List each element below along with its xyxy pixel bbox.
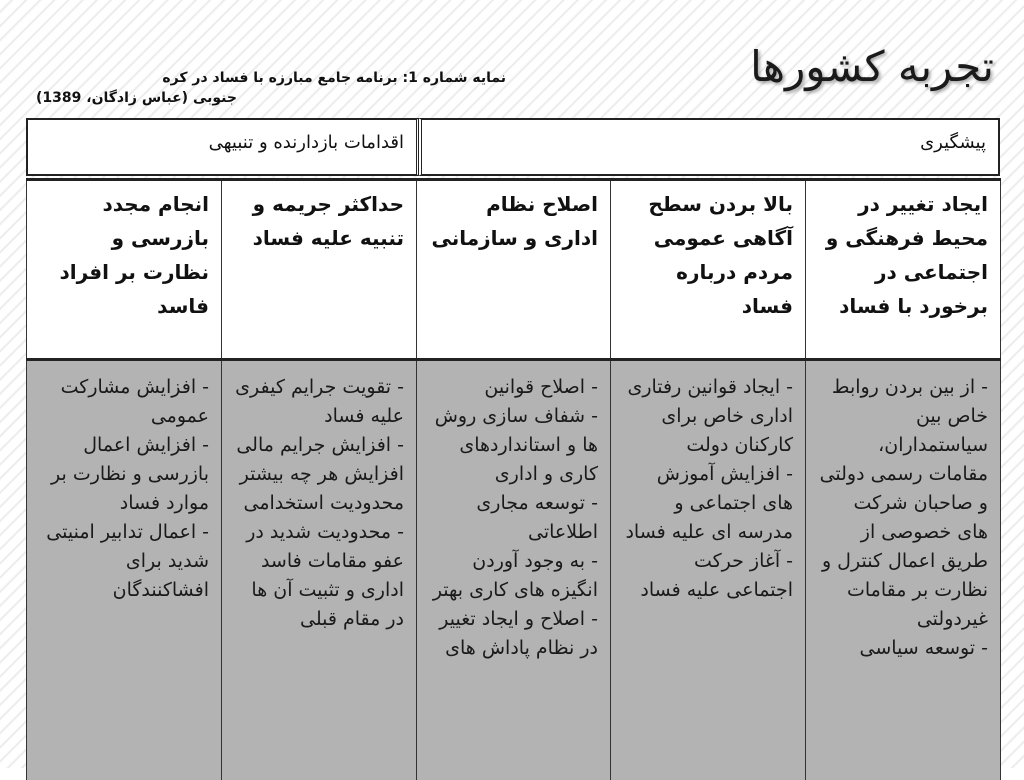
column-heading: حداکثر جریمه و تنبیه علیه فساد (222, 180, 417, 360)
caption-line-2: جنوبی (عباس زادگان، 1389) (36, 90, 237, 106)
figure-caption (36, 68, 506, 108)
category-deterrent: اقدامات بازدارنده و تنبیهی (26, 118, 420, 176)
column-content-row (27, 360, 1001, 780)
column-content: - ایجاد قوانین رفتاری اداری خاص برای کارکنان دولت - افزایش آموزش های اجتماعی و مدرسه ای علیه فساد - آغاز حرکت اجتماعی علیه فساد (611, 360, 806, 780)
column-content: - تقویت جرایم کیفری علیه فساد - افزایش جرایم مالی افزایش هر چه بیشتر محدودیت استخدامی - محدودیت شدید در عفو مقامات فاسد اداری و تثبیت آن ها در مقام قبلی (222, 360, 417, 780)
column-headings-row (27, 180, 1001, 360)
column-heading: ایجاد تغییر در محیط فرهنگی و اجتماعی در برخورد با فساد (806, 180, 1001, 360)
column-content: - اصلاح قوانین - شفاف سازی روش ها و استانداردهای کاری و اداری - توسعه مجاری اطلاعاتی - به وجود آوردن انگیزه های کاری بهتر - اصلاح و ایجاد تغییر در نظام پاداش های (417, 360, 611, 780)
column-heading: اصلاح نظام اداری و سازمانی (417, 180, 611, 360)
measures-table (26, 178, 1001, 780)
category-prevention: پیشگیری (418, 118, 1000, 176)
category-header-row (26, 118, 1000, 176)
column-heading: انجام مجدد بازرسی و نظارت بر افراد فاسد (27, 180, 222, 360)
column-heading: بالا بردن سطح آگاهی عمومی مردم درباره فساد (611, 180, 806, 360)
column-content: - از بین بردن روابط خاص بین سیاستمداران، مقامات رسمی دولتی و صاحبان شرکت های خصوصی از طریق اعمال کنترل و نظارت بر مقامات غیردولتی - توسعه سیاسی (806, 360, 1001, 780)
column-content: - افزایش مشارکت عمومی - افزایش اعمال بازرسی و نظارت بر موارد فساد - اعمال تدابیر امنیتی شدید برای افشاکنندگان (27, 360, 222, 780)
caption-line-1: نمایه شماره 1: برنامه جامع مبارزه با فساد در کره (162, 70, 506, 86)
slide-title: تجربه کشورها (750, 42, 994, 91)
